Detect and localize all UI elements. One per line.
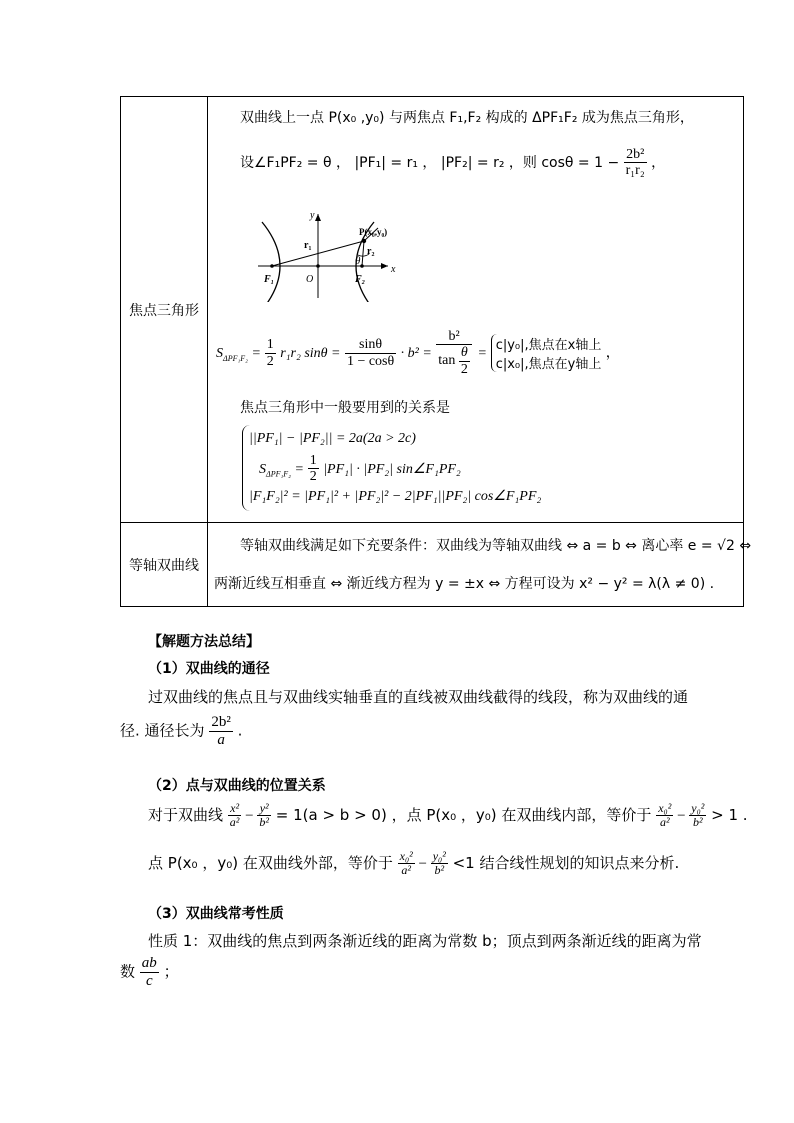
p-label: P(x₀,y₀) <box>359 227 388 237</box>
s2-p2-g1-den: a² <box>401 863 411 878</box>
s2-p1-f1-den: a² <box>229 815 240 830</box>
half-theta-den: 2 <box>460 361 468 377</box>
section-1-title: （1）双曲线的通径 <box>148 661 270 677</box>
area-cases <box>491 334 602 372</box>
focus-f1 <box>270 264 274 268</box>
section-2-para-2: 点 P(x₀ ，y₀) 在双曲线外部，等价于 $\frac{\text{x₀²}}{\text{a²}}$ − $\frac{\text{y₀²}}{\text{b²}}$ <1 结合线性规划的知识点来分析. <box>148 849 680 878</box>
row-label-focal-triangle: 焦点三角形 <box>121 97 208 523</box>
sin-fraction <box>345 337 396 369</box>
property-table <box>120 96 752 607</box>
setup-prefix: 设∠F₁PF₂ = θ ， <box>240 154 350 171</box>
relation-1: ||PF₁| − |PF₂|| = 2a(2a > 2c) <box>249 431 416 446</box>
area-b2: · b² = <box>400 346 432 362</box>
cos-frac-den: r₁r₂ <box>625 163 645 179</box>
s1-prefix: 径. 通径长为 <box>120 721 205 740</box>
tan-fraction <box>436 329 472 377</box>
cos-frac-num: 2b² <box>624 147 647 163</box>
s2-p1-g1-den: a² <box>659 815 670 830</box>
s2-p1-minus: − <box>241 808 258 825</box>
theta-label: θ <box>355 255 361 267</box>
y-label: y <box>310 210 315 221</box>
s2-p1-f1 <box>228 802 242 829</box>
left-branch <box>262 222 280 302</box>
tan-num: b² <box>436 329 472 345</box>
area-sub: ΔPF₁F₂ <box>223 353 248 363</box>
cos-fraction <box>624 147 647 179</box>
latus-num: 2b² <box>211 714 231 730</box>
rel2-fraction <box>308 453 319 485</box>
section-1-para-2 <box>120 714 242 748</box>
focus-f2 <box>360 264 364 268</box>
r2-segment <box>362 241 364 266</box>
angle-setup-line <box>240 147 665 179</box>
point-p <box>362 239 366 243</box>
x-axis-arrow-icon <box>381 263 388 269</box>
section-1-para-1: 过双曲线的焦点且与双曲线实轴垂直的直线被双曲线截得的线段，称为双曲线的通 <box>148 688 689 706</box>
r2-label: r₂ <box>367 246 375 257</box>
rel2-rhs: |PF₁| · |PF₂| sin∠F₁PF₂ <box>323 461 461 477</box>
area-end: ， <box>605 345 620 362</box>
equilateral-line-1: 等轴双曲线满足如下充要条件：双曲线为等轴双曲线 ⇔ a = b ⇔ 离心率 e = √2 ⇔ <box>240 538 752 554</box>
sin-den: 1 − cosθ <box>346 353 395 369</box>
s2-p1-f2-num: y² <box>257 802 271 816</box>
setup-r1: |PF₁| = r₁ ， <box>354 154 437 171</box>
section-3-para-1: 性质 1：双曲线的焦点到两条渐近线的距离为常数 b；顶点到两条渐近线的距离为常 <box>148 932 702 950</box>
section-3-para-2 <box>120 955 179 989</box>
s2-p2-g2-num: y₀² <box>432 849 446 863</box>
focal-triangle-content <box>208 97 744 523</box>
f2-label: F₂ <box>355 274 366 285</box>
s2-p2-g2-den: b² <box>434 863 445 878</box>
half-den: 2 <box>266 353 274 369</box>
s2-p1-g2-num: y₀² <box>691 801 705 815</box>
area-case-x: c|y₀|,焦点在x轴上 <box>495 338 602 354</box>
s2-p2-g2 <box>431 850 448 877</box>
area-formula: $S_{\Delta PF_1F_2}$ = $\frac{1}{2}$ r₁r₂ sinθ = $\frac{\sin\theta}{1 - \cos\theta}$ · b² = b² tan $\frac{\theta}{2}$ = c|y₀|,焦点在x轴上 c|x₀|,焦点在y轴上 ， <box>216 329 620 377</box>
latus-rectum-fraction <box>209 714 233 748</box>
s2-p2-g1 <box>398 850 415 877</box>
section-2-title: （2）点与双曲线的位置关系 <box>148 778 326 794</box>
origin-label: O <box>306 274 314 285</box>
area-eq: = <box>252 346 261 362</box>
rel2-lhs: S <box>259 461 266 477</box>
rel2-num: 1 <box>309 453 317 468</box>
row-label-equilateral: 等轴双曲线 <box>121 523 208 607</box>
area-case-y: c|x₀|,焦点在y轴上 <box>495 357 602 373</box>
origin-point <box>316 264 320 268</box>
table-row-focal-triangle <box>121 97 744 523</box>
half-fraction <box>265 337 276 369</box>
vertex-den: c <box>145 972 153 989</box>
section-3-title: （3）双曲线常考性质 <box>148 906 284 922</box>
sin-num: sinθ <box>345 337 396 353</box>
s2-p1-prefix: 对于双曲线 <box>148 806 224 825</box>
y-axis-arrow-icon <box>315 214 321 221</box>
vertex-distance-fraction <box>140 955 159 989</box>
tan-den <box>436 345 472 377</box>
s2-p1-f1-num: x² <box>228 802 242 816</box>
s1-end: . <box>237 721 243 740</box>
s2-p1-mid: = 1(a > b > 0) ，点 P(x₀ ，y₀) 在双曲线内部，等价于 <box>275 806 652 825</box>
relation-2 <box>249 453 541 483</box>
s2-p1-f2-den: b² <box>259 815 269 830</box>
rel2-eq: = <box>295 461 304 477</box>
s2-p1-g2-den: b² <box>693 815 703 830</box>
half-theta-num: θ <box>459 345 470 361</box>
section-2-para-1: 对于双曲线 $\frac{\text{x²}}{\text{a²}}$ − $\frac{\text{y²}}{\text{b²}}$ = 1(a > b > 0) ，点 P(x₀ ，y₀) 在双曲线内部，等价于 $\frac{\text{x₀²}}{\text{a²}}$ − $\frac{\text{y₀²}}{\text{b²}}$ > 1 . <box>148 801 748 830</box>
f1-label: F₁ <box>264 274 275 285</box>
s2-p2-end: <1 结合线性规划的知识点来分析. <box>447 854 680 873</box>
relation-3: |F₁F₂|² = |PF₁|² + |PF₂|² − 2|PF₁||PF₂| cos∠F₁PF₂ <box>249 489 542 504</box>
half-theta <box>459 345 470 377</box>
s3-end: ； <box>163 962 179 981</box>
tan-word: tan <box>438 353 456 369</box>
relation-heading: 焦点三角形中一般要用到的关系是 <box>240 400 450 416</box>
area-lhs: S <box>216 346 223 362</box>
s2-p2-prefix: 点 P(x₀ ，y₀) 在双曲线外部，等价于 <box>148 854 393 873</box>
s2-p1-g1-num: x₀² <box>658 801 672 815</box>
s2-p1-g1 <box>656 802 673 829</box>
r1-label: r₁ <box>304 240 312 251</box>
setup-end: ， <box>651 154 666 171</box>
s2-p2-g1-num: x₀² <box>399 849 413 863</box>
s3-prefix: 数 <box>120 962 136 981</box>
area-mid: r₁r₂ sinθ = <box>280 346 341 362</box>
focal-triangle-intro: 双曲线上一点 P(x₀ ,y₀) 与两焦点 F₁,F₂ 构成的 ΔPF₁F₂ 成为焦点三角形， <box>240 110 694 126</box>
latus-den: a <box>217 731 225 748</box>
rel2-den: 2 <box>309 469 317 485</box>
hyperbola-figure <box>252 210 404 302</box>
s2-p1-g2 <box>689 802 706 829</box>
equilateral-content <box>208 523 752 607</box>
rel2-sub: ΔPF₁F₂ <box>266 469 291 479</box>
half-num: 1 <box>266 337 274 353</box>
x-label: x <box>391 264 396 275</box>
setup-r2: |PF₂| = r₂ ，则 cosθ = 1 − <box>440 154 620 171</box>
summary-heading: 【解题方法总结】 <box>148 634 260 650</box>
table-row-equilateral <box>121 523 744 607</box>
vertex-num: ab <box>141 955 157 971</box>
s2-p1-f2 <box>257 802 271 829</box>
equilateral-line-2: 两渐近线互相垂直 ⇔ 渐近线方程为 y = ±x ⇔ 方程可设为 x² − y² = λ(λ ≠ 0) . <box>214 576 715 592</box>
relation-system <box>242 425 541 511</box>
s2-p1-end: > 1 . <box>706 806 748 825</box>
